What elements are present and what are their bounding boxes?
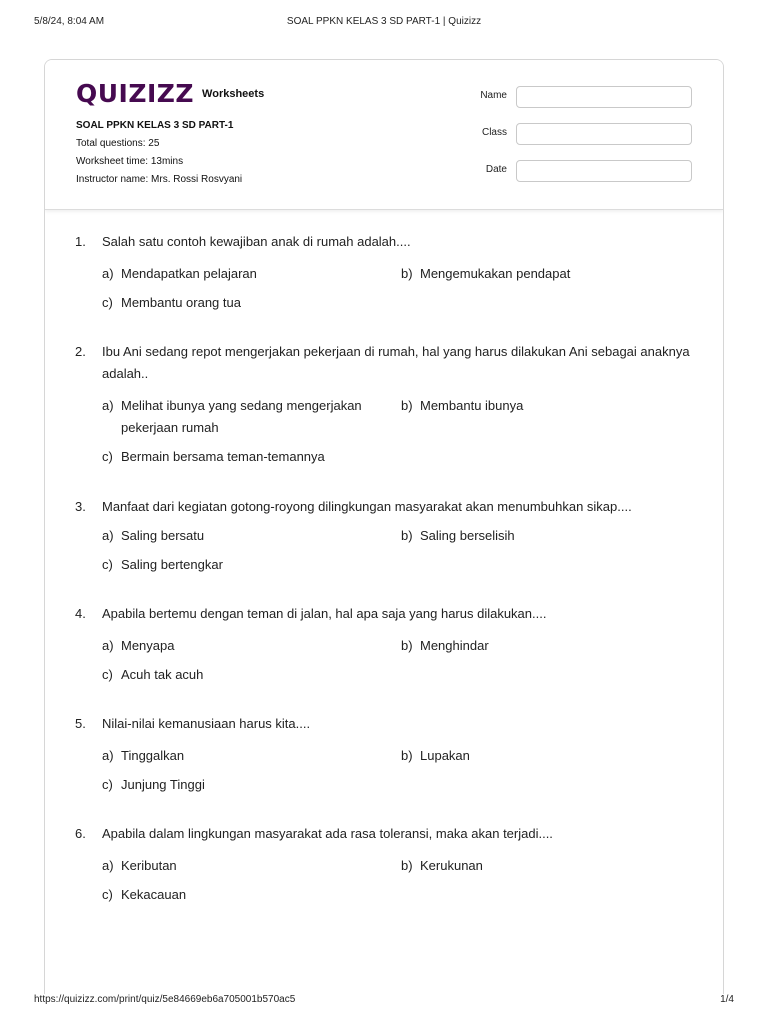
date-field[interactable] — [516, 160, 692, 182]
option — [102, 884, 401, 906]
brand — [76, 80, 264, 108]
question — [75, 231, 703, 321]
option-list — [102, 525, 703, 583]
option-text: Mendapatkan pelajaran — [121, 266, 257, 281]
option-letter: b) — [401, 528, 413, 543]
option — [401, 525, 700, 547]
question-text: Salah satu contoh kewajiban anak di rumah adalah.... — [102, 234, 411, 249]
question-number: 4. — [75, 606, 86, 621]
option-letter: a) — [102, 748, 114, 763]
option-text: Saling bersatu — [121, 528, 205, 543]
question-text: Apabila dalam lingkungan masyarakat ada rasa toleransi, maka akan terjadi.... — [102, 826, 553, 841]
option — [102, 774, 401, 796]
print-footer — [34, 994, 734, 1008]
question — [75, 823, 703, 913]
option-letter: a) — [102, 528, 114, 543]
option-list — [102, 855, 703, 913]
question — [75, 603, 703, 693]
name-field[interactable] — [516, 86, 692, 108]
worksheet-time: Worksheet time: 13mins — [76, 156, 184, 167]
name-field-row — [472, 86, 692, 108]
option-letter: a) — [102, 266, 114, 281]
option-letter: c) — [102, 557, 113, 572]
option — [102, 263, 401, 285]
option-list — [102, 745, 703, 803]
option-text: Acuh tak acuh — [121, 667, 204, 682]
question-stem — [75, 823, 703, 845]
instructor-name: Instructor name: Mrs. Rossi Rosvyani — [76, 174, 243, 185]
option — [401, 395, 700, 439]
question-number: 2. — [75, 344, 86, 359]
question-stem — [75, 713, 703, 735]
option-letter: a) — [102, 638, 114, 653]
quiz-title: SOAL PPKN KELAS 3 SD PART-1 — [76, 120, 234, 131]
option-text: Kerukunan — [420, 858, 483, 873]
worksheet — [44, 59, 724, 994]
question-text: Nilai-nilai kemanusiaan harus kita.... — [102, 716, 311, 731]
option-letter: b) — [401, 858, 413, 873]
option — [401, 635, 700, 657]
option-text: Kekacauan — [121, 887, 187, 902]
option — [102, 292, 401, 314]
option-letter: b) — [401, 638, 413, 653]
name-label: Name — [480, 90, 507, 101]
question-number: 3. — [75, 499, 86, 514]
worksheet-header — [45, 60, 723, 210]
option — [102, 446, 401, 468]
question-stem — [75, 603, 703, 625]
option — [102, 664, 401, 686]
quizizz-logo: QUIZIZZ — [76, 79, 195, 108]
option — [102, 745, 401, 767]
option-list — [102, 395, 703, 475]
option — [401, 745, 700, 767]
option-text: Menyapa — [121, 638, 175, 653]
option — [102, 855, 401, 877]
question — [75, 713, 703, 803]
question-list — [75, 231, 703, 913]
question-text: Ibu Ani sedang repot mengerjakan pekerjaan di rumah, hal yang harus dilakukan Ani sebagai anaknya adalah.. — [102, 344, 690, 381]
total-questions: Total questions: 25 — [76, 138, 160, 149]
option-letter: a) — [102, 398, 114, 413]
option-text: Lupakan — [420, 748, 470, 763]
option-list — [102, 263, 703, 321]
page-count: 1/4 — [720, 994, 734, 1005]
question-number: 5. — [75, 716, 86, 731]
option-text: Tinggalkan — [121, 748, 185, 763]
print-page-title: SOAL PPKN KELAS 3 SD PART-1 | Quizizz — [286, 16, 482, 27]
question-stem — [75, 496, 703, 518]
option-text: Saling berselisih — [420, 528, 515, 543]
option — [102, 525, 401, 547]
option-text: Junjung Tinggi — [121, 777, 205, 792]
option-text: Keributan — [121, 858, 177, 873]
print-datetime: 5/8/24, 8:04 AM — [34, 16, 105, 27]
quiz-meta — [76, 120, 242, 192]
option — [102, 635, 401, 657]
question-text: Apabila bertemu dengan teman di jalan, hal apa saja yang harus dilakukan.... — [102, 606, 547, 621]
option-text: Mengemukakan pendapat — [420, 266, 571, 281]
option-letter: b) — [401, 748, 413, 763]
option — [401, 855, 700, 877]
option — [102, 395, 401, 439]
question-number: 6. — [75, 826, 86, 841]
question-stem — [75, 341, 703, 385]
option-letter: c) — [102, 887, 113, 902]
date-label: Date — [485, 164, 507, 175]
option-text: Menghindar — [420, 638, 489, 653]
date-field-row — [472, 160, 692, 182]
worksheets-label: Worksheets — [202, 88, 265, 100]
option — [401, 263, 700, 285]
question-text: Manfaat dari kegiatan gotong-royong dilingkungan masyarakat akan menumbuhkan sikap.... — [102, 499, 632, 514]
option-list — [102, 635, 703, 693]
option-text: Membantu ibunya — [420, 398, 524, 413]
class-field[interactable] — [516, 123, 692, 145]
print-url: https://quizizz.com/print/quiz/5e84669eb6a705001b570ac5 — [34, 994, 296, 1005]
option-letter: c) — [102, 295, 113, 310]
option-letter: c) — [102, 667, 113, 682]
option-letter: b) — [401, 398, 413, 413]
student-fields — [472, 86, 692, 197]
option-text: Bermain bersama teman-temannya — [121, 449, 325, 464]
option — [102, 554, 401, 576]
question-number: 1. — [75, 234, 86, 249]
class-field-row — [472, 123, 692, 145]
option-letter: a) — [102, 858, 114, 873]
option-letter: c) — [102, 449, 113, 464]
question — [75, 496, 703, 583]
option-text: Membantu orang tua — [121, 295, 241, 310]
question-stem — [75, 231, 703, 253]
print-header — [34, 16, 734, 30]
option-letter: c) — [102, 777, 113, 792]
option-text: Melihat ibunya yang sedang mengerjakan pekerjaan rumah — [121, 398, 362, 435]
option-text: Saling bertengkar — [121, 557, 223, 572]
question — [75, 341, 703, 475]
class-label: Class — [481, 127, 507, 138]
option-letter: b) — [401, 266, 413, 281]
